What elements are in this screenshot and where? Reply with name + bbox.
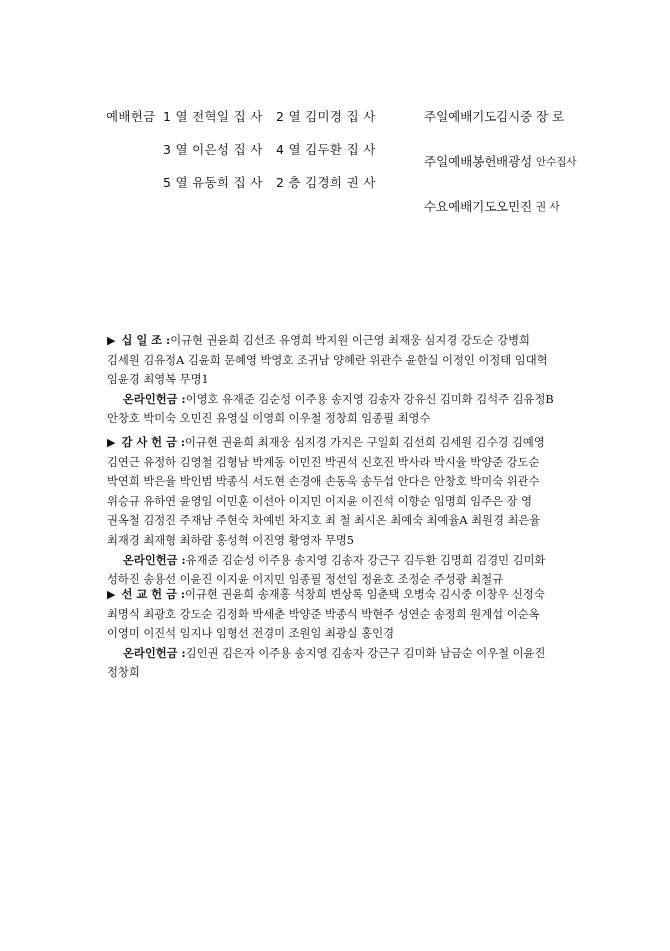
thanks-line-5: 권옥철 김정진 주재남 주현숙 차예빈 차지호 최 철 최시온 최예숙 최예율A 최원경 최은율 [107, 514, 541, 528]
thanks-line-1: 이규현 권윤희 최재웅 심지경 가지은 구일회 김선희 김세원 김수경 김예영 [185, 436, 545, 449]
bullet-icon: ▶ [107, 334, 116, 347]
mission-line-2: 최명식 최광호 강도순 김정화 박세춘 박양준 박종식 박현주 성연순 송정희 원계섭 이순옥 [107, 607, 540, 621]
duty-name-2: 배광성 [496, 154, 533, 169]
thanks-online-line-1: 유재준 김순성 이주용 송지영 김송자 강근구 김두환 김명희 김경민 김미화 [185, 553, 546, 567]
tithe-line-2: 김세원 김유정A 김윤희 문혜영 박영호 조귀남 양혜란 위관수 윤한실 이정인 이정태 임대혁 [107, 353, 548, 367]
thanks-offering-section [107, 433, 577, 590]
offering-row-2-right: 4 열 김두환 집 사 [276, 142, 376, 157]
offering-row-1-right: 2 열 김미경 집 사 [276, 109, 376, 124]
offering-row-2-left: 3 열 이은성 집 사 [163, 142, 263, 157]
bullet-icon: ▶ [107, 436, 116, 449]
bullet-icon: ▶ [107, 588, 116, 601]
thanks-label: 감 사 헌 금 : [121, 435, 186, 449]
thanks-line-3: 박연희 박은율 박인범 박종식 서도현 손경애 손동욱 송두섭 안다은 안창호 박미숙 위관수 [107, 475, 540, 489]
duty-name-1: 김시중 [496, 109, 533, 124]
thanks-line-6: 최재경 최재형 최하람 홍성혁 이진영 황영자 무명5 [107, 533, 354, 547]
duty-role-1: 주일예배기도 [424, 109, 497, 124]
mission-line-3: 이영미 이진석 임지나 임형선 전경미 조원임 최광실 홍인경 [107, 627, 395, 641]
mission-line-1: 이규현 권윤희 송재홍 석창희 변상록 임춘택 오병숙 김시중 이창우 신정숙 [185, 588, 545, 601]
tithe-label: 십 일 조 : [121, 333, 171, 347]
duty-name-3: 오민진 [496, 199, 533, 214]
duty-title-1: 장 로 [536, 109, 565, 124]
thanks-online-line-2: 성하진 송용선 이윤진 이지윤 이지민 임종필 정선임 정윤호 조정순 주성광 최철규 [107, 573, 504, 587]
thanks-line-2: 김연근 유정하 김영철 김형남 박계동 이민진 박권석 신호진 박사라 박시율 박양준 강도순 [107, 455, 540, 469]
duty-role-2: 주일예배봉헌 [424, 154, 497, 169]
duty-title-2: 안수집사 [536, 156, 577, 168]
tithe-online-line-2: 안창호 박미숙 오민진 유영실 이영희 이우철 정창희 임종필 최영수 [107, 412, 431, 426]
mission-online-line-1: 김인권 김은자 이주용 송지영 김송자 강근구 김미화 남금순 이우철 이윤진 [185, 646, 546, 660]
tithe-online-line-1: 이영호 유재준 김순성 이주용 송지영 김송자 강유신 김미화 김석주 김유정B [185, 392, 554, 406]
tithe-line-1: 이규현 권윤희 김선조 유영희 박지원 이근영 최재웅 심지경 강도순 강병희 [170, 334, 530, 347]
offering-row-1-left: 1 열 전혁일 집 사 [163, 109, 263, 124]
tithe-online-label: 온라인헌금 : [123, 391, 186, 406]
thanks-line-4: 위승규 유하연 윤영임 이민훈 이선아 이지민 이지윤 이진석 이향순 임명희 임주은 장 영 [107, 494, 533, 508]
offering-row-3-left: 5 열 유동희 집 사 [163, 175, 263, 190]
mission-label: 선 교 헌 금 : [121, 587, 186, 601]
offering-row-3-right: 2 층 김경희 권 사 [276, 175, 376, 190]
tithe-section [107, 331, 577, 429]
mission-online-line-2: 정창희 [107, 666, 140, 680]
duty-title-3: 권 사 [536, 201, 560, 213]
duty-role-3: 수요예배기도 [424, 199, 497, 214]
mission-online-label: 온라인헌금 : [123, 645, 186, 660]
mission-offering-section [107, 585, 577, 683]
offering-title: 예배헌금 [106, 109, 156, 124]
tithe-line-3: 임윤경 최영복 무명1 [107, 373, 209, 387]
thanks-online-label: 온라인헌금 : [123, 552, 186, 567]
